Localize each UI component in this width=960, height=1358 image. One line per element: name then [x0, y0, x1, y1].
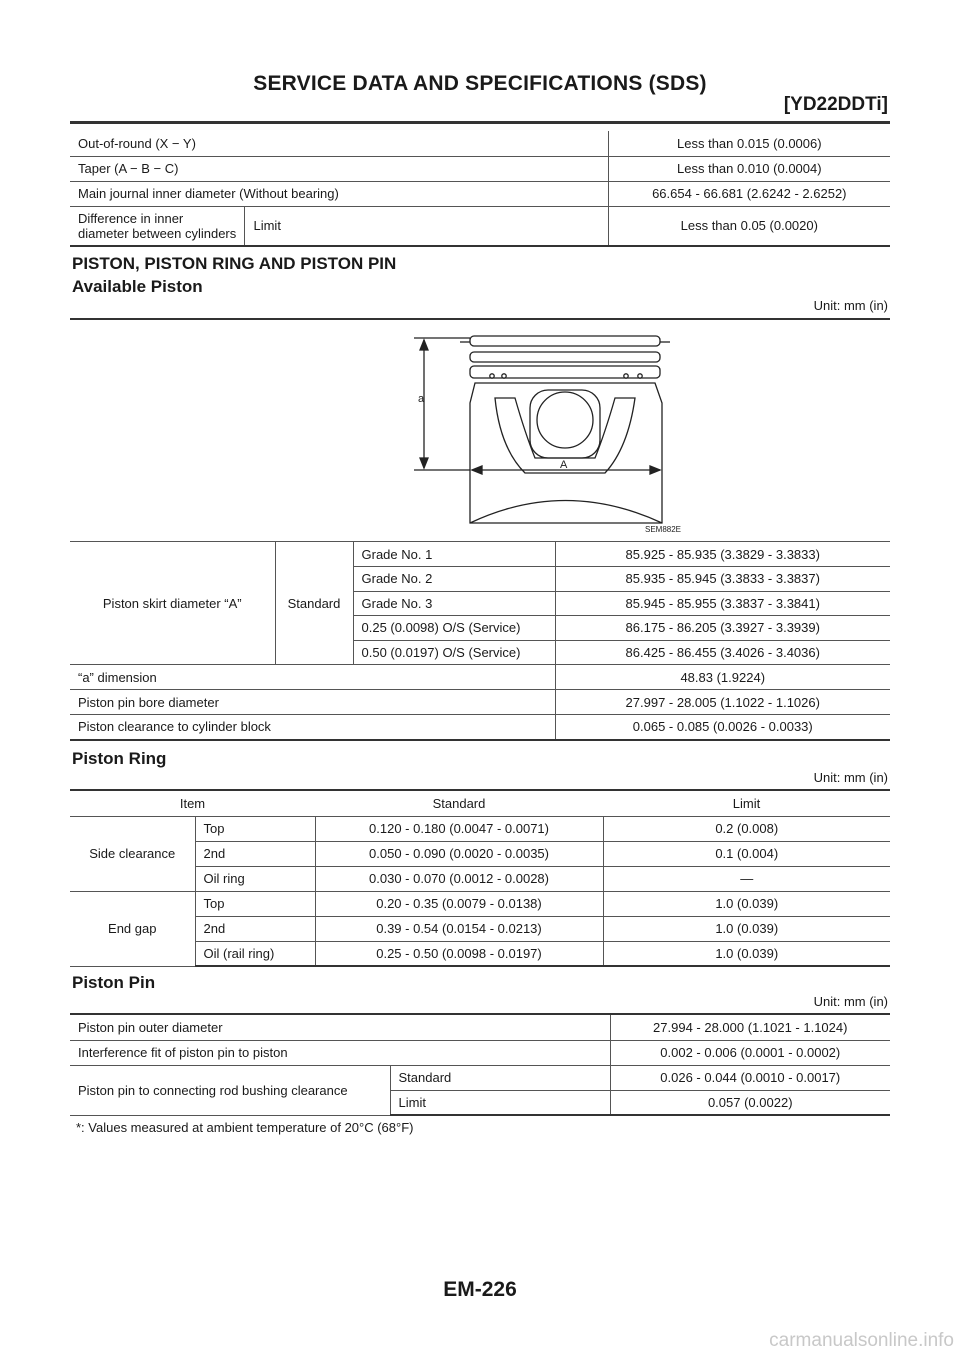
row-label: Out-of-round (X − Y) — [70, 131, 608, 156]
grade-value: 85.945 - 85.955 (3.3837 - 3.3841) — [555, 591, 890, 616]
ring-standard: 0.39 - 0.54 (0.0154 - 0.0213) — [315, 916, 603, 941]
ring-limit: — — [603, 866, 890, 891]
piston-ring-table — [70, 791, 890, 967]
row-value: 27.994 - 28.000 (1.1021 - 1.1024) — [610, 1015, 890, 1040]
row-label: Interference fit of piston pin to piston — [70, 1040, 610, 1065]
row-value: Less than 0.010 (0.0004) — [608, 156, 890, 181]
table-row — [70, 891, 890, 916]
row-sublabel: Standard — [390, 1065, 610, 1090]
unit-note: Unit: mm (in) — [813, 994, 888, 1009]
ring-limit: 1.0 (0.039) — [603, 941, 890, 966]
row-label: Taper (A − B − C) — [70, 156, 608, 181]
ring-label: 2nd — [195, 841, 315, 866]
grade-label: Grade No. 2 — [353, 567, 555, 592]
ring-limit: 0.2 (0.008) — [603, 816, 890, 841]
row-sublabel: Limit — [390, 1090, 610, 1115]
side-clearance-label: Side clearance — [70, 816, 195, 891]
row-label: Piston clearance to cylinder block — [70, 715, 555, 740]
ring-limit: 0.1 (0.004) — [603, 841, 890, 866]
page-title: SERVICE DATA AND SPECIFICATIONS (SDS) — [253, 72, 707, 95]
skirt-diameter-label: Piston skirt diameter “A” — [70, 542, 275, 665]
available-piston-title: Available Piston — [72, 277, 203, 296]
available-piston-table — [70, 542, 890, 741]
engine-model-code: [YD22DDTi] — [783, 94, 888, 115]
skirt-standard-label: Standard — [275, 542, 353, 665]
header-item: Item — [70, 791, 315, 816]
dimension-a-label: a — [418, 393, 425, 405]
row-value: 27.997 - 28.005 (1.1022 - 1.1026) — [555, 690, 890, 715]
ring-standard: 0.030 - 0.070 (0.0012 - 0.0028) — [315, 866, 603, 891]
row-sublabel: Limit — [245, 206, 608, 246]
row-value: 0.065 - 0.085 (0.0026 - 0.0033) — [555, 715, 890, 740]
piston-pin-table — [70, 1015, 890, 1116]
table-row — [70, 156, 890, 181]
row-value: 0.002 - 0.006 (0.0001 - 0.0002) — [610, 1040, 890, 1065]
piston-ring-title: Piston Ring — [72, 749, 167, 768]
table-row — [70, 131, 890, 156]
unit-note: Unit: mm (in) — [813, 298, 888, 313]
watermark: carmanualsonline.info — [769, 1330, 954, 1351]
grade-label: Grade No. 1 — [353, 542, 555, 567]
row-value: Less than 0.05 (0.0020) — [608, 206, 890, 246]
ring-limit: 1.0 (0.039) — [603, 916, 890, 941]
cylinder-block-table — [70, 131, 890, 247]
piston-figure — [70, 320, 890, 542]
header-limit: Limit — [603, 791, 890, 816]
figure-code: SEM882E — [645, 525, 682, 534]
bushing-clearance-label: Piston pin to connecting rod bushing clearance — [70, 1065, 390, 1115]
table-row — [70, 690, 890, 715]
piston-diagram — [400, 328, 690, 538]
row-value: 48.83 (1.9224) — [555, 665, 890, 690]
grade-value: 86.425 - 86.455 (3.4026 - 3.4036) — [555, 640, 890, 665]
grade-value: 85.925 - 85.935 (3.3829 - 3.3833) — [555, 542, 890, 567]
end-gap-label: End gap — [70, 891, 195, 966]
grade-value: 85.935 - 85.945 (3.3833 - 3.3837) — [555, 567, 890, 592]
table-row — [70, 542, 890, 567]
grade-label: 0.50 (0.0197) O/S (Service) — [353, 640, 555, 665]
ring-label: Top — [195, 891, 315, 916]
ring-label: Oil ring — [195, 866, 315, 891]
row-label: “a” dimension — [70, 665, 555, 690]
row-label: Piston pin bore diameter — [70, 690, 555, 715]
row-label: Difference in inner diameter between cylinders — [70, 206, 245, 246]
piston-pin-title: Piston Pin — [72, 973, 156, 992]
page-number: EM-226 — [443, 1278, 517, 1301]
ring-limit: 1.0 (0.039) — [603, 891, 890, 916]
table-row — [70, 665, 890, 690]
ring-standard: 0.20 - 0.35 (0.0079 - 0.0138) — [315, 891, 603, 916]
row-value: 0.057 (0.0022) — [610, 1090, 890, 1115]
row-label: Piston pin outer diameter — [70, 1015, 610, 1040]
table-row — [70, 715, 890, 740]
dimension-A-label: A — [560, 459, 568, 471]
grade-label: Grade No. 3 — [353, 591, 555, 616]
row-value: 66.654 - 66.681 (2.6242 - 2.6252) — [608, 181, 890, 206]
table-row — [70, 1040, 890, 1065]
table-row — [70, 816, 890, 841]
ring-standard: 0.120 - 0.180 (0.0047 - 0.0071) — [315, 816, 603, 841]
table-row — [70, 1065, 890, 1090]
header-rule — [70, 121, 890, 124]
row-value: Less than 0.015 (0.0006) — [608, 131, 890, 156]
ring-label: 2nd — [195, 916, 315, 941]
ring-standard: 0.25 - 0.50 (0.0098 - 0.0197) — [315, 941, 603, 966]
row-value: 0.026 - 0.044 (0.0010 - 0.0017) — [610, 1065, 890, 1090]
ring-label: Oil (rail ring) — [195, 941, 315, 966]
footnote: *: Values measured at ambient temperature of 20°C (68°F) — [76, 1120, 414, 1135]
grade-value: 86.175 - 86.205 (3.3927 - 3.3939) — [555, 616, 890, 641]
table-row — [70, 181, 890, 206]
ring-standard: 0.050 - 0.090 (0.0020 - 0.0035) — [315, 841, 603, 866]
row-label: Main journal inner diameter (Without bearing) — [70, 181, 608, 206]
ring-label: Top — [195, 816, 315, 841]
grade-label: 0.25 (0.0098) O/S (Service) — [353, 616, 555, 641]
table-row — [70, 1015, 890, 1040]
unit-note: Unit: mm (in) — [813, 770, 888, 785]
table-row — [70, 206, 890, 246]
header-standard: Standard — [315, 791, 603, 816]
section-title: PISTON, PISTON RING AND PISTON PIN — [72, 254, 397, 273]
table-header-row — [70, 791, 890, 816]
